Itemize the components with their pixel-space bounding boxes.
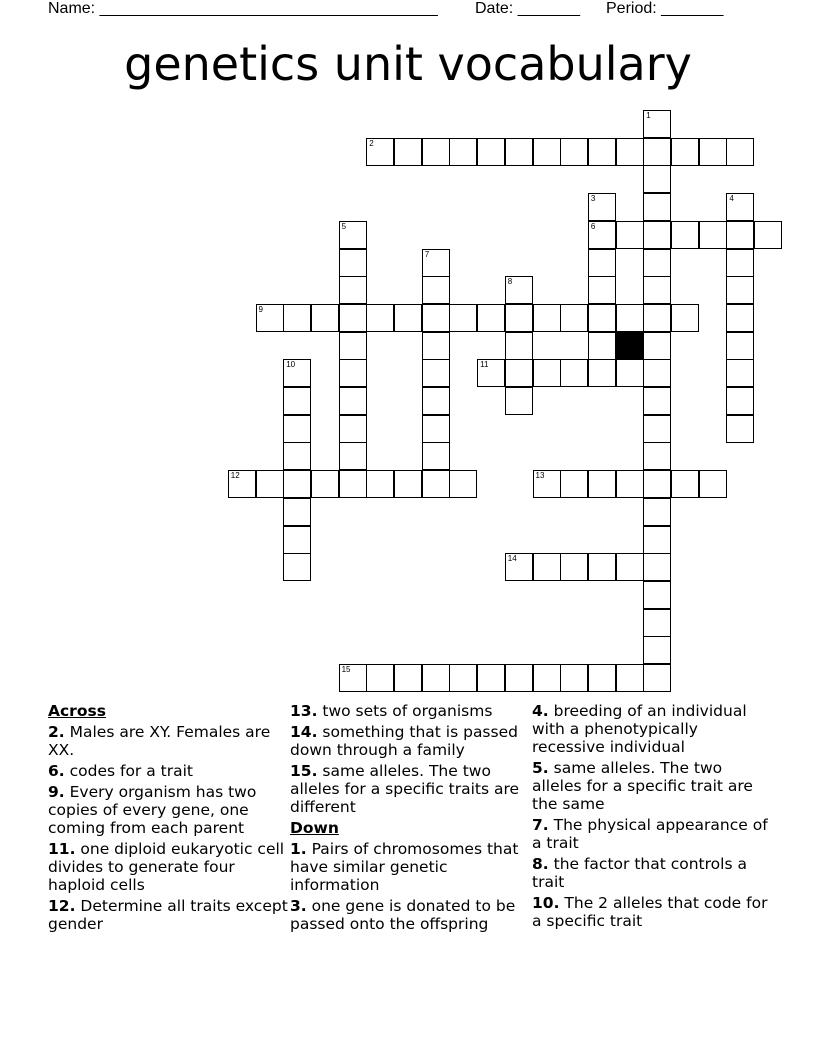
grid-cell[interactable] [533, 553, 561, 581]
grid-cell[interactable] [560, 470, 588, 498]
grid-cell[interactable] [726, 221, 754, 249]
grid-cell[interactable] [643, 110, 671, 138]
name-field-label: Name: ______________________________________ [48, 0, 438, 17]
grid-cell[interactable] [588, 664, 616, 692]
clue-item [48, 897, 288, 933]
clue-item [532, 702, 772, 756]
grid-cell[interactable] [422, 387, 450, 415]
grid-cell[interactable] [588, 249, 616, 277]
clue-number-label: 8 [507, 277, 513, 287]
date-field-label: Date: _______ [475, 0, 580, 17]
clue-text: The physical appearance of a trait [532, 816, 768, 852]
across-clue-list-continued [290, 702, 530, 816]
grid-cell[interactable] [366, 470, 394, 498]
grid-cell[interactable] [449, 470, 477, 498]
grid-cell[interactable] [643, 609, 671, 637]
clue-number-label: 10 [286, 360, 296, 370]
grid-cell[interactable] [339, 359, 367, 387]
grid-cell[interactable] [699, 138, 727, 166]
grid-cell[interactable] [339, 442, 367, 470]
grid-cell[interactable] [588, 304, 616, 332]
page-title: genetics unit vocabulary [124, 37, 692, 91]
grid-cell[interactable] [505, 304, 533, 332]
grid-cell[interactable] [283, 442, 311, 470]
grid-cell[interactable] [228, 470, 256, 498]
grid-cell[interactable] [422, 332, 450, 360]
grid-cell[interactable] [588, 553, 616, 581]
grid-cell[interactable] [283, 498, 311, 526]
across-heading: Across [48, 702, 106, 720]
grid-cell[interactable] [726, 359, 754, 387]
grid-cell[interactable] [394, 138, 422, 166]
clue-text: one diploid eukaryotic cell divides to generate four haploid cells [48, 840, 285, 894]
grid-cell[interactable] [643, 581, 671, 609]
grid-cell[interactable] [643, 359, 671, 387]
clue-number-label: 5 [341, 221, 347, 231]
grid-cell[interactable] [643, 636, 671, 664]
clue-number: 2. [48, 723, 65, 741]
grid-cell[interactable] [643, 221, 671, 249]
grid-cell[interactable] [616, 138, 644, 166]
clue-item [48, 783, 288, 837]
grid-cell[interactable] [588, 193, 616, 221]
grid-cell[interactable] [311, 304, 339, 332]
clue-number-label: 7 [424, 249, 430, 259]
clue-number-label: 4 [729, 194, 734, 204]
clue-number-label: 14 [507, 554, 517, 564]
clue-item [532, 855, 772, 891]
grid-cell[interactable] [394, 470, 422, 498]
clue-item [532, 759, 772, 813]
grid-cell[interactable] [339, 387, 367, 415]
clue-number: 14. [290, 723, 318, 741]
grid-cell[interactable] [422, 138, 450, 166]
grid-cell[interactable] [339, 470, 367, 498]
grid-cell[interactable] [699, 221, 727, 249]
grid-cell[interactable] [422, 664, 450, 692]
grid-cell[interactable] [477, 664, 505, 692]
down-clue-list [290, 840, 530, 933]
grid-cell[interactable] [643, 165, 671, 193]
grid-cell[interactable] [533, 138, 561, 166]
clue-number: 12. [48, 897, 76, 915]
grid-cell[interactable] [560, 138, 588, 166]
clue-number-label: 3 [590, 194, 596, 204]
clue-item [48, 762, 288, 780]
grid-cell[interactable] [699, 470, 727, 498]
grid-cell[interactable] [311, 470, 339, 498]
grid-cell[interactable] [477, 359, 505, 387]
grid-cell[interactable] [339, 664, 367, 692]
down-clue-list-continued [532, 702, 772, 930]
grid-cell[interactable] [616, 664, 644, 692]
grid-cell[interactable] [449, 664, 477, 692]
grid-cell[interactable] [339, 304, 367, 332]
grid-cell[interactable] [533, 359, 561, 387]
clue-number: 4. [532, 702, 549, 720]
clue-item [290, 723, 530, 759]
grid-cell[interactable] [283, 359, 311, 387]
grid-cell[interactable] [283, 526, 311, 554]
clue-number: 5. [532, 759, 549, 777]
clue-number: 9. [48, 783, 65, 801]
grid-cell[interactable] [588, 221, 616, 249]
grid-cell[interactable] [283, 553, 311, 581]
clue-item [290, 897, 530, 933]
clue-item [532, 816, 772, 852]
clue-number: 6. [48, 762, 65, 780]
grid-cell[interactable] [616, 470, 644, 498]
clue-item [48, 723, 288, 759]
clue-number-label: 11 [480, 360, 489, 370]
grid-cell[interactable] [505, 332, 533, 360]
grid-cell[interactable] [477, 138, 505, 166]
grid-cell[interactable] [643, 442, 671, 470]
grid-cell[interactable] [283, 470, 311, 498]
clue-column-3 [532, 702, 772, 933]
grid-cell[interactable] [505, 387, 533, 415]
grid-cell[interactable] [339, 276, 367, 304]
clue-text: breeding of an individual with a phenotypically recessive individual [532, 702, 747, 756]
grid-cell[interactable] [643, 470, 671, 498]
clue-number: 3. [290, 897, 307, 915]
grid-cell[interactable] [477, 304, 505, 332]
grid-cell[interactable] [616, 553, 644, 581]
grid-cell[interactable] [283, 304, 311, 332]
clue-text: one gene is donated to be passed onto the offspring [290, 897, 516, 933]
grid-cell[interactable] [671, 221, 699, 249]
grid-cell[interactable] [339, 221, 367, 249]
grid-cell[interactable] [256, 470, 284, 498]
grid-cell[interactable] [339, 415, 367, 443]
grid-cell[interactable] [643, 276, 671, 304]
grid-cell[interactable] [588, 276, 616, 304]
grid-cell[interactable] [671, 304, 699, 332]
grid-cell[interactable] [643, 332, 671, 360]
grid-cell[interactable] [726, 193, 754, 221]
grid-cell[interactable] [533, 470, 561, 498]
grid-cell[interactable] [643, 138, 671, 166]
grid-cell[interactable] [616, 359, 644, 387]
grid-cell[interactable] [256, 304, 284, 332]
grid-cell[interactable] [283, 387, 311, 415]
clue-number: 1. [290, 840, 307, 858]
clue-item [532, 894, 772, 930]
clue-number-label: 13 [535, 471, 545, 481]
grid-cell[interactable] [505, 276, 533, 304]
clue-text: something that is passed down through a family [290, 723, 518, 759]
grid-cell[interactable] [588, 470, 616, 498]
clue-text: the factor that controls a trait [532, 855, 747, 891]
grid-cell[interactable] [588, 359, 616, 387]
grid-cell[interactable] [422, 249, 450, 277]
grid-cell[interactable] [505, 664, 533, 692]
grid-cell[interactable] [726, 304, 754, 332]
grid-cell[interactable] [422, 276, 450, 304]
grid-cell[interactable] [560, 664, 588, 692]
clue-number-label: 12 [230, 471, 240, 481]
grid-cell[interactable] [726, 332, 754, 360]
grid-cell[interactable] [422, 304, 450, 332]
grid-cell[interactable] [671, 138, 699, 166]
period-field-label: Period: _______ [606, 0, 724, 17]
grid-cell[interactable] [366, 304, 394, 332]
clue-item [290, 762, 530, 816]
grid-cell[interactable] [422, 359, 450, 387]
grid-cell[interactable] [560, 359, 588, 387]
grid-cell[interactable] [643, 304, 671, 332]
clue-text: Every organism has two copies of every gene, one coming from each parent [48, 783, 257, 837]
clue-number-label: 6 [590, 221, 596, 231]
clue-number: 8. [532, 855, 549, 873]
grid-cell[interactable] [505, 138, 533, 166]
grid-cell[interactable] [339, 332, 367, 360]
clue-item [290, 840, 530, 894]
grid-cell[interactable] [505, 553, 533, 581]
clue-item [290, 702, 530, 720]
clue-text: same alleles. The two alleles for a specific trait are the same [532, 759, 753, 813]
grid-cell[interactable] [422, 470, 450, 498]
grid-cell[interactable] [560, 553, 588, 581]
clue-text: two sets of organisms [317, 702, 493, 720]
clue-text: Determine all traits except gender [48, 897, 288, 933]
grid-cell[interactable] [588, 332, 616, 360]
grid-cell[interactable] [643, 664, 671, 692]
grid-cell[interactable] [422, 415, 450, 443]
grid-cell[interactable] [643, 249, 671, 277]
clue-number-label: 2 [369, 138, 374, 148]
clue-column-1 [48, 702, 288, 936]
grid-cell[interactable] [643, 553, 671, 581]
clue-text: same alleles. The two alleles for a specific traits are different [290, 762, 520, 816]
grid-cell[interactable] [533, 664, 561, 692]
grid-cell[interactable] [449, 304, 477, 332]
grid-cell[interactable] [643, 415, 671, 443]
grid-cell[interactable] [726, 387, 754, 415]
clue-number: 10. [532, 894, 560, 912]
grid-cell[interactable] [726, 276, 754, 304]
clue-text: The 2 alleles that code for a specific trait [532, 894, 768, 930]
grid-cell[interactable] [533, 304, 561, 332]
grid-cell[interactable] [726, 415, 754, 443]
clue-number: 7. [532, 816, 549, 834]
grid-cell[interactable] [339, 249, 367, 277]
clue-text: Pairs of chromosomes that have similar genetic information [290, 840, 519, 894]
down-heading: Down [290, 819, 339, 837]
grid-cell[interactable] [366, 138, 394, 166]
grid-cell[interactable] [560, 304, 588, 332]
grid-cell[interactable] [643, 387, 671, 415]
clue-number-label: 1 [646, 111, 651, 120]
clue-item [48, 840, 288, 894]
grid-cell[interactable] [422, 442, 450, 470]
clue-number: 13. [290, 702, 318, 720]
clue-text: Males are XY. Females are XX. [48, 723, 271, 759]
clue-number-label: 9 [258, 304, 263, 314]
grid-cell[interactable] [505, 359, 533, 387]
grid-cell[interactable] [643, 526, 671, 554]
across-clue-list [48, 723, 288, 933]
grid-cell[interactable] [671, 470, 699, 498]
grid-cell[interactable] [643, 498, 671, 526]
grid-cell[interactable] [643, 193, 671, 221]
grid-cell[interactable] [616, 304, 644, 332]
grid-cell[interactable] [366, 664, 394, 692]
grid-cell[interactable] [394, 304, 422, 332]
clue-column-2 [290, 702, 530, 936]
grid-cell[interactable] [754, 221, 782, 249]
grid-cell[interactable] [394, 664, 422, 692]
blocked-cell [616, 332, 644, 360]
clue-text: codes for a trait [64, 762, 193, 780]
grid-cell[interactable] [449, 138, 477, 166]
grid-cell[interactable] [588, 138, 616, 166]
clue-number: 11. [48, 840, 76, 858]
grid-cell[interactable] [726, 138, 754, 166]
grid-cell[interactable] [283, 415, 311, 443]
clue-number-label: 15 [341, 665, 351, 674]
clue-number: 15. [290, 762, 318, 780]
grid-cell[interactable] [726, 249, 754, 277]
grid-cell[interactable] [616, 221, 644, 249]
